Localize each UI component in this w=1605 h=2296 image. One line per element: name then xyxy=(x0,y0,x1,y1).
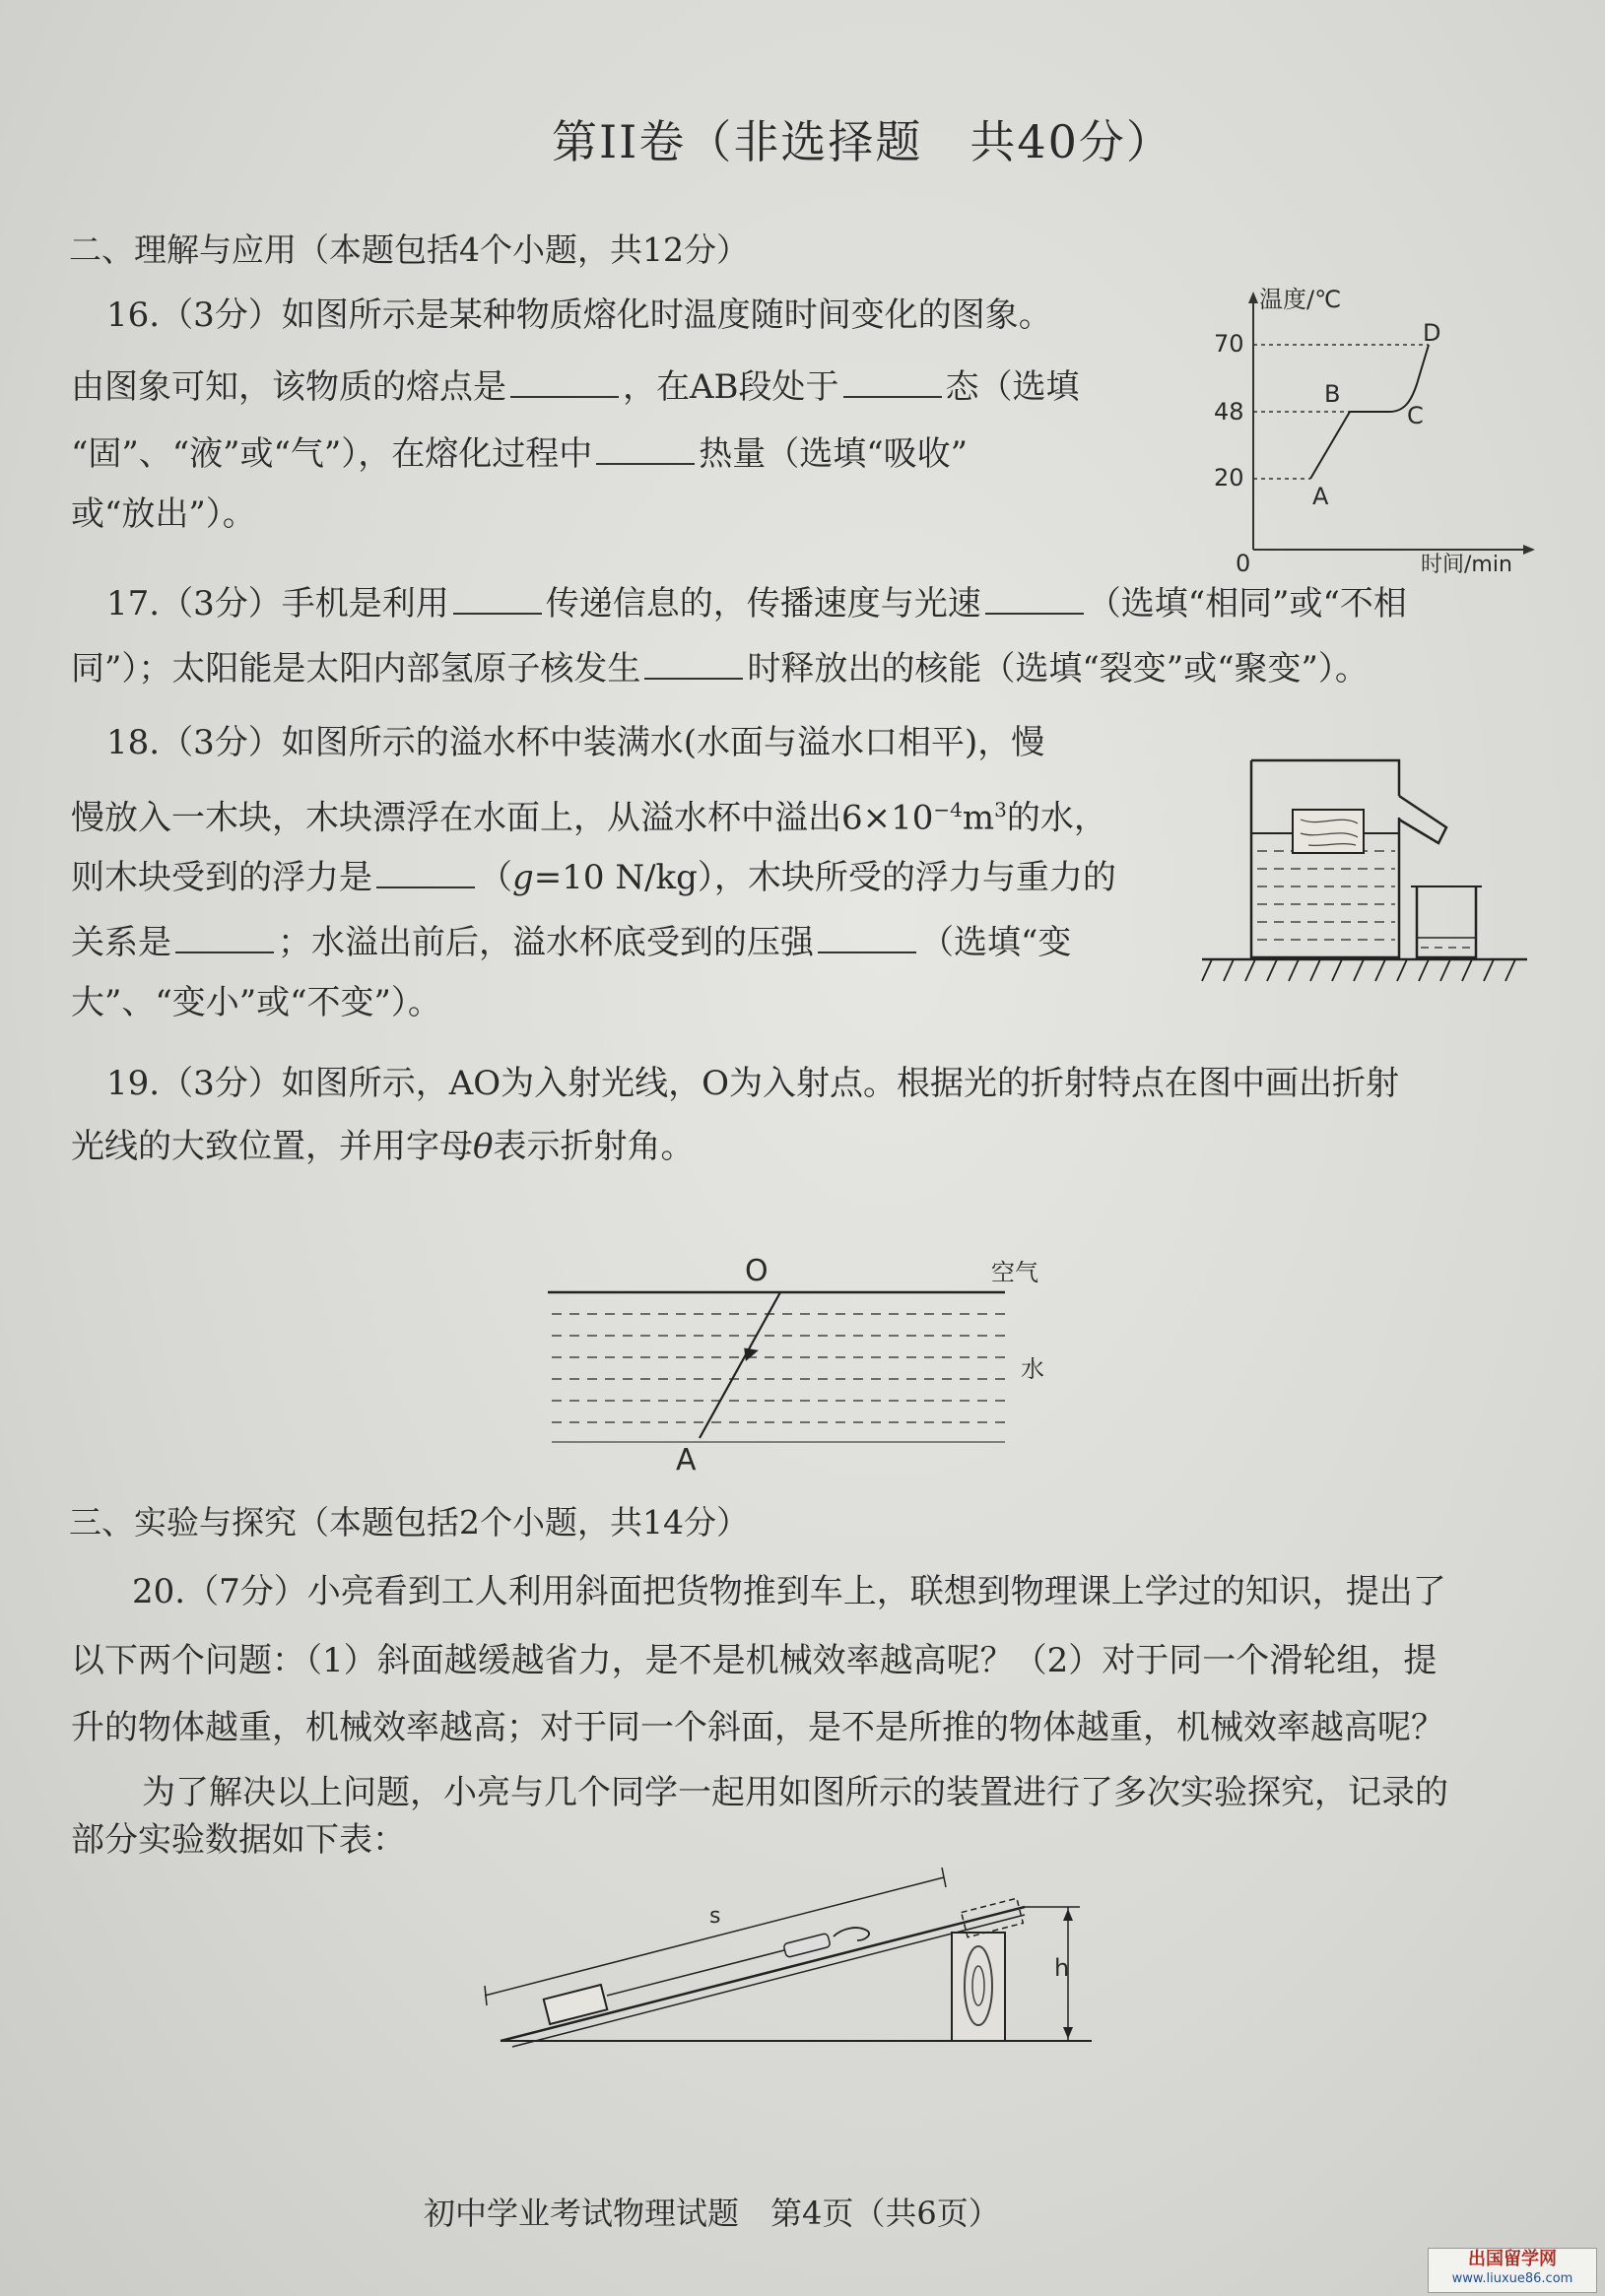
graph-point-label: B xyxy=(1324,380,1341,408)
q17-line1 xyxy=(106,579,1407,625)
q16-blank-state[interactable] xyxy=(843,362,942,398)
page-footer: 初中学业考试物理试题 第4页（共6页） xyxy=(424,2195,1000,2232)
q18-line2 xyxy=(71,788,1107,839)
q18-blank-relation[interactable] xyxy=(175,918,274,953)
q17-text: 传递信息的，传播速度与光速 xyxy=(545,584,981,623)
q17-text: 时释放出的核能（选填“裂变”或“聚变”）。 xyxy=(747,649,1369,689)
distance-s-label: s xyxy=(709,1904,721,1929)
q18-line3 xyxy=(71,853,1116,899)
refraction-figure xyxy=(542,1251,1074,1481)
q17-blank-medium[interactable] xyxy=(453,579,542,615)
q18-text: ；水溢出前后，溢水杯底受到的压强 xyxy=(278,923,814,962)
q17-blank-speed[interactable] xyxy=(985,579,1084,615)
q16-blank-heat[interactable] xyxy=(596,429,695,465)
point-a-label: A xyxy=(676,1443,697,1477)
site-watermark xyxy=(1428,2248,1597,2293)
q18-volume: 6×10 xyxy=(841,798,934,838)
q16-blank-melting-point[interactable] xyxy=(510,362,619,398)
q16-text: “固”、“液”或“气”），在熔化过程中 xyxy=(71,434,593,474)
q19-text: 表示折射角。 xyxy=(493,1127,695,1166)
graph-origin: 0 xyxy=(1236,550,1251,577)
q19-text: 光线的大致位置，并用字母 xyxy=(71,1127,473,1166)
q18-line5: 大”、“变小”或“不变”）。 xyxy=(71,983,441,1022)
wood-block xyxy=(1293,810,1364,853)
q17-text: 同”）；太阳能是太阳内部氢原子核发生 xyxy=(71,649,641,689)
graph-y-tick: 20 xyxy=(1214,464,1244,492)
q18-blank-buoyancy[interactable] xyxy=(376,853,475,888)
q19-line2 xyxy=(71,1125,694,1168)
watermark-url: www.liuxue86.com xyxy=(1451,2271,1573,2286)
q16-text: 态（选填 xyxy=(945,367,1080,407)
overflow-cup-figure xyxy=(1202,749,1557,1009)
q18-g-symbol: g xyxy=(512,858,534,897)
q18-text: =10 N/kg），木块所受的浮力与重力的 xyxy=(533,858,1116,897)
watermark-title: 出国留学网 xyxy=(1468,2249,1557,2269)
hand-drawing xyxy=(834,1928,869,1940)
q19-theta-symbol: θ xyxy=(473,1127,494,1166)
q16-line4: 或“放出”）。 xyxy=(71,494,256,534)
q18-text: （ xyxy=(479,858,512,897)
graph-y-tick: 70 xyxy=(1214,330,1244,358)
graph-y-tick: 48 xyxy=(1214,398,1244,426)
section-heading-3: 三、实验与探究（本题包括2个小题，共14分） xyxy=(69,1503,749,1542)
q18-text: 关系是 xyxy=(71,923,171,962)
q16-text: 由图象可知，该物质的熔点是 xyxy=(71,367,506,407)
graph-y-label: 温度/℃ xyxy=(1259,286,1342,313)
q16-text: ，在AB段处于 xyxy=(623,367,839,407)
spring-scale xyxy=(783,1934,831,1958)
q18-line1: 18.（3分）如图所示的溢水杯中装满水(水面与溢水口相平)，慢 xyxy=(106,723,1045,762)
q20-line3: 升的物体越重，机械效率越高；对于同一个斜面，是不是所推的物体越重，机械效率越高呢？ xyxy=(71,1708,1444,1747)
graph-x-label: 时间/min xyxy=(1421,553,1512,577)
graph-point-label: C xyxy=(1407,402,1424,429)
q20-line4: 为了解决以上问题，小亮与几个同学一起用如图所示的装置进行了多次实验探究，记录的 xyxy=(142,1773,1448,1812)
q16-line1: 16.（3分）如图所示是某种物质熔化时温度随时间变化的图象。 xyxy=(106,295,1052,335)
water-label: 水 xyxy=(1021,1355,1044,1383)
q20-line2: 以下两个问题：（1）斜面越缓越省力，是不是机械效率越高呢？（2）对于同一个滑轮组，提 xyxy=(71,1641,1438,1680)
q18-unit: m xyxy=(962,798,995,838)
section-heading-2: 二、理解与应用（本题包括4个小题，共12分） xyxy=(69,230,749,269)
q18-text: 慢放入一木块，木块漂浮在水面上，从溢水杯中溢出 xyxy=(71,798,841,838)
q18-text: 则木块受到的浮力是 xyxy=(71,858,372,897)
cart-block xyxy=(544,1985,608,2024)
graph-point-label: A xyxy=(1312,483,1329,510)
q16-line3 xyxy=(71,429,968,476)
height-h-label: h xyxy=(1054,1954,1070,1982)
q17-blank-reaction[interactable] xyxy=(644,644,743,680)
q17-line2 xyxy=(71,644,1369,690)
q18-exponent: −4 xyxy=(933,798,963,821)
point-o-label: O xyxy=(745,1254,769,1288)
q18-unit-exponent: 3 xyxy=(994,798,1007,821)
q17-text: 17.（3分）手机是利用 xyxy=(106,584,449,623)
air-label: 空气 xyxy=(991,1259,1038,1286)
q20-line1: 20.（7分）小亮看到工人利用斜面把货物推到车上，联想到物理课上学过的知识，提出了 xyxy=(132,1572,1446,1611)
graph-point-label: D xyxy=(1423,319,1441,347)
q16-line2 xyxy=(71,362,1080,409)
q20-line5: 部分实验数据如下表： xyxy=(71,1820,406,1860)
q16-text: 热量（选填“吸收” xyxy=(699,434,969,474)
q19-line1: 19.（3分）如图所示，AO为入射光线，O为入射点。根据光的折射特点在图中画出折射 xyxy=(106,1064,1400,1103)
incline-figure xyxy=(473,1871,1103,2063)
q18-text: （选填“变 xyxy=(920,923,1072,962)
q17-text: （选填“相同”或“不相 xyxy=(1087,584,1407,623)
page-title: 第II卷（非选择题 共40分） xyxy=(552,115,1173,168)
q18-line4 xyxy=(71,918,1071,964)
melting-graph xyxy=(1202,286,1557,575)
q18-blank-pressure[interactable] xyxy=(818,918,916,953)
q18-text: 的水， xyxy=(1006,798,1107,838)
